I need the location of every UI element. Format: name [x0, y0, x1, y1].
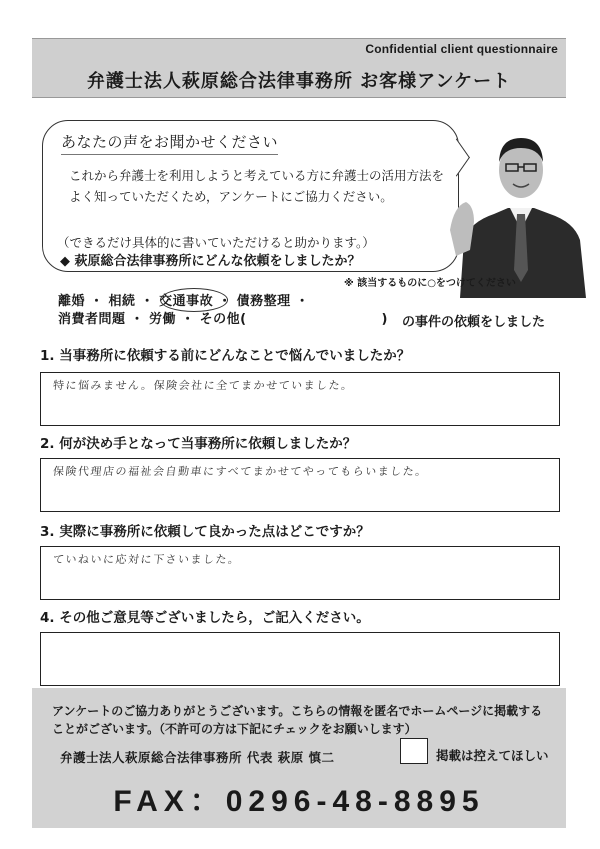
footer-thanks: アンケートのご協力ありがとうございます。こちらの情報を匿名でホームページに掲載することがございます。（不許可の方は下記にチェックをお願いします） — [52, 704, 543, 736]
question-4-answer-box[interactable] — [40, 632, 560, 686]
office-signature: 弁護士法人萩原総合法律事務所 代表 萩原 慎二 — [60, 750, 335, 765]
confidential-label: Confidential client questionnaire — [365, 42, 558, 56]
request-options-line2: 消費者問題 ・ 労働 ・ その他( ) — [58, 312, 388, 327]
circle-instruction: ※ 該当するものに○をつけてください — [344, 278, 516, 289]
question-3-answer: ていねいに応対に下さいました。 — [52, 553, 242, 566]
question-1-label: 1. 当事務所に依頼する前にどんなことで悩んでいましたか？ — [40, 348, 411, 364]
request-suffix: の事件の依頼をしました — [402, 315, 546, 330]
question-2-answer-box[interactable] — [40, 458, 560, 512]
page-title: 弁護士法人萩原総合法律事務所 お客様アンケート — [86, 71, 512, 92]
fax-number: FAX：0296-48-8895 — [113, 785, 485, 818]
question-3-answer-box[interactable] — [40, 546, 560, 600]
question-2-answer: 保険代理店の福祉会自動車にすべてまかせてやってもらいました。 — [52, 465, 429, 478]
no-publish-checkbox[interactable] — [400, 738, 428, 764]
questionnaire-sheet — [32, 38, 566, 828]
request-type-question: ◆ 萩原総合法律事務所にどんな依頼をしましたか？ — [60, 254, 361, 269]
question-3-label: 3. 実際に事務所に依頼して良かった点はどこですか？ — [40, 524, 370, 540]
question-4-label: 4. その他ご意見等ございましたら，ご記入ください。 — [40, 610, 370, 626]
header-band — [32, 38, 566, 98]
request-options-line1: 離婚 ・ 相続 ・ 交通事故 ・ 債務整理 ・ — [58, 294, 310, 309]
no-publish-label: 掲載は控えてほしい — [436, 748, 549, 763]
intro-body: これから弁護士を利用しようと考えている方に弁護士の活用方法をよく知っていただくため，アンケートにご協力ください。 — [69, 168, 445, 204]
question-2-label: 2. 何が決め手となって当事務所に依頼しましたか？ — [40, 436, 357, 452]
intro-title: あなたの声をお聞かせください — [61, 131, 278, 155]
lawyer-photo — [450, 110, 592, 298]
question-1-answer-box[interactable] — [40, 372, 560, 426]
question-1-answer: 特に悩みません。保険会社に全てまかせていました。 — [52, 379, 355, 392]
selected-option-circle — [160, 288, 228, 312]
intro-note: （できるだけ具体的に書いていただけると助かります。） — [57, 235, 375, 250]
footer-band — [32, 688, 566, 828]
